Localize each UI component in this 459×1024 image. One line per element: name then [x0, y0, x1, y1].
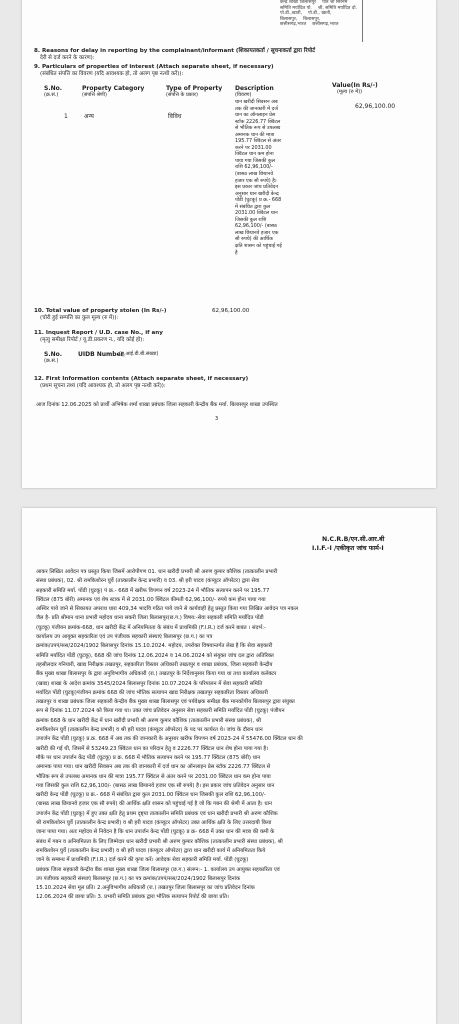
uidb-label: UIDB Number [78, 351, 124, 358]
header-cell: श्री, समिति मर्यादित दो. [317, 5, 357, 11]
description-line: इस प्रकार जांच प्रतिवेदन [235, 184, 279, 191]
paragraph-line: जाना पाया गया। अतः महोदय से निवेदन है कि धान उपार्जन केन्द्र पोंडी (घुटकू) प्र क्र- 668 में उक्त धान की मात्रा की कमी के [36, 829, 275, 836]
description-line: से भौतिक रूप से उपलब्ध [235, 125, 281, 132]
paragraph-line: मर्यादित पोंडी (घुटकू)पंजीयन क्रमांक 668 की जांच भौतिक सत्यापन खाद्य निरीक्षक तखतपुर सहकारिता विस्तार अधिकारी [36, 689, 268, 696]
paragraph-line: बैंक मुख्य शाखा बिलासपुर के द्वारा अनुविभागीय अधिकारी (रा.) तखतपुर के निर्देशानुसार किया गया था तथा कार्यालय कलेक्टर [36, 671, 277, 678]
paragraph-line: (बासठ लाख छियानवे हजार एक सौ रुपये) की आर्थिक क्षति शासन को पहुंचाई गई है जो कि गबन की श्रेणी में आता है। धान [36, 801, 272, 808]
description-line: सौ रुपये) की आर्थिक [235, 236, 273, 243]
paragraph-line: खरीदी की गई थी, जिसमें से 53249.23 क्विंटल धान का परिदान हेतु व 2226.77 क्विंटल धान शेष होना पाया गया है। [36, 745, 269, 752]
item-9-subtitle: (संबंधित संपत्ति का विवरण (यदि आवश्यक हो, तो अलग पृष्ठ नत्थी करें)): [40, 71, 184, 77]
description-line: 62,96,100/- (बासठ [235, 223, 277, 230]
item-11-title: 11. Inquest Report / U.D. case No., if any [34, 330, 163, 336]
paragraph-line: रामकिशोरन घुर्वे (तात्कालीन केन्द्र प्रभारी) व श्री हरी यादव (कंप्यूटर ऑपरेटर) द्वारा धान खरीदी कार्य में अनियमितता किये [36, 847, 266, 854]
description-line: करने पर 2031.00 [235, 144, 272, 151]
paragraph-line: सहकारी समिति मर्या. पोंडी (घुटकू) पं क्र.- 668 में खरीफ विपणन वर्ष 2023-24 में भौतिक सत्यापन करने पर 195.77 [36, 587, 270, 594]
paragraph-line: अस्थिर पाये जाने से सिकायत अपराध धारा 409,34 भादवि गठित पाये जाने से कार्यवाही हेतु प्रस्तुत किया गया लिखित आवेदन पत्र नकल [36, 606, 299, 613]
ncrb-header: N.C.R.B/एन.सी.आर.बी [322, 536, 385, 543]
fir-contents-paragraph [36, 568, 428, 903]
paragraph-line: भौतिक रूप से उपलब्ध अमानक धान की मात्रा 195.77 क्विंटल से अंतर करने पर 2031.00 क्विंटल धान कम होना पाया [36, 773, 271, 780]
paragraph-line: संस्था प्रबंधक), 02. श्री रामकिशोरन घुर्वे (तात्कालीन केन्द्र प्रभारी) व 03. श्री हरी यादव (कंप्यूटर ऑपरेटर) द्वारा सेवा [36, 578, 260, 585]
fir-intro-text: आज दिनांक 12.06.2025 को प्रार्थी अभिषेक शर्मा शाखा प्रबंधक जिला सहकारी केन्द्रीय बैंक मर्या. बिलासपुर शाखा उपस्थित [36, 402, 278, 408]
col-header-description-hi: (विवरण) [235, 92, 252, 98]
row-category: अन्य [84, 113, 94, 120]
paragraph-line: क्रमांक 668 के धान खरीदी केंद्र में धान खरीदी प्रभारी श्री अरुण कुमार कौशिक (तात्कालीन प्रभारी संस्था प्रबंधक), श्री [36, 717, 261, 724]
iif-header: I.I.F.-I /एकीकृत जांच फार्म-I [312, 545, 384, 552]
inquest-sno-hi: (क्र.सं.) [44, 358, 59, 364]
description-line: 195.77 क्विंटल से अंतर [235, 138, 282, 145]
item-10-title: 10. Total value of property stolen (In Rs/-) [34, 308, 167, 314]
description-line: अमानक धान की मात्रा [235, 131, 275, 138]
paragraph-line: उप पंजीयक सहकारी संस्थाएं बिलासपुर (छ.ग.) का पत्र क्रमांक/उपपं/सस/2024/1902 बिलासपुर दिनांक [36, 875, 241, 882]
paragraph-line: श्री रामकिशोरन घुर्वे (तात्कालीन केन्द्र प्रभारी) व श्री हरी यादव (कंप्यूटर ऑपरेटर) उक्त आर्थिक क्षति के लिए उत्तरदायी किया [36, 820, 272, 827]
header-cell: छत्तीसगढ़,भारत [280, 22, 307, 28]
header-cell: समिति मर्यादित पो. [280, 5, 312, 11]
header-cell: छत्तीसगढ़,भारत [312, 22, 339, 28]
description-line: में संबंधित द्वारा कुल [235, 203, 271, 210]
item-9-title: 9. Particulars of properties of interest (Attach separate sheet, if necessary) [34, 64, 274, 70]
description-line: हजार एक सौ रुपये) है। [235, 177, 277, 184]
col-header-value-hi: (मूल्य (रु में)) [337, 89, 363, 95]
item-12-subtitle: (प्रथम सूचना तथ्य (यदि आवश्यक हो, तो अलग पृष्ठ नत्थी करें)): [40, 383, 166, 389]
header-address-columns [280, 0, 410, 28]
paragraph-line: 15.10.2024 सेवा मूल प्रति। 2.अनुविभागीय अधिकारी (रा.) तखतपुर जिला बिलासपुर का जांच प्रतिवेदन दिनांक [36, 885, 255, 892]
description-line: क्विंटल धान कम होना [235, 151, 274, 158]
header-divider [362, 0, 363, 42]
header-cell: बिलासपुर, [303, 16, 321, 22]
col-header-description: Description [235, 85, 274, 92]
paragraph-line: जैल है- प्रति श्रीमान थाना प्रभारी महोदय थाना सकरी जिला बिलासपुर(छ.ग.) विषय:-सेवा सहकारी समिति मर्यादित पोंडी [36, 615, 264, 622]
header-cell: पो.डी., खाती, [308, 11, 332, 17]
header-row [280, 22, 410, 28]
description-line: क्षति शासन को पहुंचाई गई [235, 243, 282, 250]
page-number: 3 [215, 416, 219, 422]
row-value: 62,96,100.00 [355, 103, 396, 110]
header-cell: केन्द्र शाखा जिलासपुर [280, 0, 317, 5]
paragraph-line: आकर लिखित आवेदन पत्र प्रस्तुत किया जिसमें आरोपीगण 01. धान खरीदी प्रभारी श्री अरुण कुमार कौशिक (तात्कालीन प्रभारी [36, 569, 278, 575]
paragraph-line: तखतपुर व शाखा प्रबंधक जिला सहकारी केन्द्रीय बैंक मुख्य शाखा बिलासपुर एवं पर्यवेक्षक समीक्षा बैंक मानकोपीय बिलासपुर द्वारा संयुक्त [36, 699, 295, 706]
paragraph-line: समिति मर्यादित पोंडी (घुटकू), 668 की जांच दिनांक 12.06.2024 व 14.06.2024 को संयुक्त जांच दल द्वारा अतिरिक्त [36, 652, 274, 659]
paragraph-line: (घुटकू) पंजीयन क्रमांक-668, धान खरीदी केंद्र में अनियमितता के संबंध में प्राथमिकी (F.I.R.) दर्ज करने बाबत । संदर्भ:- [36, 624, 266, 631]
description-line: धान का ऑनलाइन प्रेस [235, 112, 276, 119]
header-cell: पो.डी.,खाती, [280, 11, 303, 17]
description-line: अनुसार धान खरीदी केन्द्र [235, 190, 279, 197]
row-description [235, 99, 323, 256]
description-line: जिसकी कुल राशि [235, 216, 267, 223]
description-line: तक की जानकारी में दर्ज [235, 105, 278, 112]
paragraph-line: रूप से दिनांक 11.07.2024 को किया गया था। उक्त जांच प्रतिवेदन अनुसार सेवा सहकारी समिति मर्यादित पोंडी (घुटकू) पंजीयन [36, 708, 285, 715]
col-header-sno-hi: (क्र.सं.) [44, 92, 59, 98]
description-line: (बासठ लाख छियानवे [235, 171, 274, 178]
paragraph-line: क्रमांक/उपपं/सस/2024/1902 बिलासपुर दिनांक 15.10.2024. महोदय, उपरोक्त विषयान्तर्गत लेख है कि सेवा सहकारी [36, 643, 273, 650]
col-header-value: Value(In Rs/-) [332, 82, 378, 89]
paragraph-line: 12.06.2024 की छाया प्रति। 3. प्रभारी समिति प्रबंधक द्वारा भौतिक सत्यापन रिपोर्ट की छाया प्रति। [36, 894, 229, 901]
description-line: लाख छियानवे हजार एक [235, 229, 279, 236]
paragraph-line: उपार्जन केंद्र पोंडी (घुटकू) प्र.क्र. 668 में अब तक की जानकारी के अनुसार खरीफ विपणन वर्ष 2023-24 में 55476.00 क्विंटल धान की [36, 736, 303, 743]
paragraph-line: (खाद्य) शाखा के आदेश क्रमांक 3545/2024 बिलासपुर दिनांक 10.07.2024 के परिपालन में सेवा सहकारी समिति [36, 680, 263, 687]
description-line: राशि 62,96,100/- [235, 164, 273, 171]
paragraph-line: उपार्जन केंद्र पोंडी (घुटकू) में हुए उक्त क्षति हेतु प्रथम दृष्ट्या तात्कालीन समिति प्रबंधक एवं धान खरीदी प्रभारी श्री अरुण कौशिक [36, 810, 278, 817]
paragraph-line: अमानक पाया गया। धान खरीदी सिवसन अब तक की जानकारी में दर्ज धान का ऑनलाइन प्रेस स्टॉक 2226.77 क्विंटल से [36, 764, 271, 771]
header-cell: पति श्री सिरनेम [322, 0, 348, 5]
paragraph-line: कार्यालय उप आयुक्त सहकारिता एवं उप पंजीयक सहकारी संस्थाएं बिलासपुर (छ.ग.) का पत्र [36, 634, 213, 641]
fir-page-2 [22, 508, 436, 1024]
description-line: पोंडी (घुटकू) प्र क्र.- 668 [235, 197, 282, 204]
col-header-category: Property Category [82, 85, 145, 92]
header-cell: बिलासपुर, [280, 16, 298, 22]
row-type: विविध [168, 113, 182, 120]
col-header-category-hi: (संपत्ति श्रेणी) [82, 92, 107, 98]
paragraph-line: क्विंटल (875 बोरी) अमानक एवं शेष स्टाक में से 2031.00 क्विंटल कीमती 62,96,100/- रुपये कम होना पाया गया [36, 596, 266, 603]
fir-page-1 [22, 0, 436, 488]
paragraph-line: गया जिसकी कुल राशि 62,96,100/- (बासठ लाख छियानवे हजार एक सौ रुपये) है। इस प्रकार जांच प्रतिवेदन अनुसार धान [36, 782, 275, 789]
paragraph-line: खरीदी केन्द्र पोंडी (घुटकू) प्र क्र.- 668 में संबंधित द्वारा कुल 2031.00 क्विंटल धान जिसकी कुल राशि 62,96,100/- [36, 792, 266, 799]
description-line: पाया गया जिसकी कुल [235, 157, 275, 164]
inquest-sno-label: S.No. [44, 351, 63, 358]
item-8-title: 8. Reasons for delay in reporting by the complainant/informant (शिकायतकर्ता / सूचनाकर्ता द्वारा रिपोर्ट [34, 48, 316, 54]
paragraph-line: तहसीलदार गनियारी, खाद्य निरीक्षक तखतपुर, सहकारिता विस्तार अधिकारी तखतपुर व शाखा प्रबंधक, जिला सहकारी केन्द्रीय [36, 661, 273, 668]
description-line: है [235, 249, 238, 256]
col-header-sno: S.No. [44, 85, 63, 92]
total-value: 62,96,100.00 [212, 308, 250, 314]
item-11-subtitle: (मृत्यु समीक्षा रिपोर्ट / यू.डी.प्रकरण न., यदि कोई हो): [40, 337, 145, 343]
row-sno: 1 [64, 113, 68, 120]
item-10-subtitle: (चोरी हुई सम्पत्ति का कुल मूल्य (रु में)): [40, 315, 119, 321]
col-header-type: Type of Property [166, 85, 223, 92]
description-line: स्टॉक 2226.77 क्विंटल [235, 118, 281, 125]
item-12-title: 12. First Information contents (Attach separate sheet, if necessary) [34, 376, 249, 382]
description-line: 2031.00 क्विंटल धान [235, 210, 278, 217]
paragraph-line: रामकिशोरन घुर्वे (तात्कालीन केन्द्र प्रभारी) व श्री हरी यादव (कंप्यूटर ऑपरेटर) के पद पर कार्यरत थे। जांच के दौरान धान [36, 727, 263, 734]
item-8-subtitle: देरी से दर्ज करने के कारण): [40, 55, 95, 61]
col-header-type-hi: (संपत्ति के प्रकार) [166, 92, 198, 98]
uidb-hi: (यू.आई.डी.बी.संख्या) [119, 351, 159, 357]
paragraph-line: मौके पर धान उपार्जन केंद्र पोंडी (घुटकू) प्र क्र. 668 में भौतिक सत्यापन करने पर 195.77 क्विंटल (875 बोरी) धान [36, 754, 261, 761]
description-line: धान खरीदी सिवसन अब [235, 99, 278, 105]
paragraph-line: संबंध में गबन व अनियमितता के लिए जिम्मेदार धान खरीदी प्रभारी श्री अरुण कुमार कौशिक (तात्कालीन प्रभारी संस्था प्रबंधक), श्री [36, 838, 283, 845]
paragraph-line: प्रबंधक जिला सहकारी केन्द्रीय बैंक शाखा मुख्य शाखा जिला बिलासपुर (छ.ग.) संलग्न:- 1. कार्यालय उप आयुक्त सहकारिता एवं [36, 866, 280, 873]
paragraph-line: जाने के सम्बन्ध में प्राथमिकी (F.I.R.) दर्ज करने की कृपा करें। आवेदक सेवा सहकारी समिति मर्या. पोंडी (घुटकू) [36, 857, 249, 864]
